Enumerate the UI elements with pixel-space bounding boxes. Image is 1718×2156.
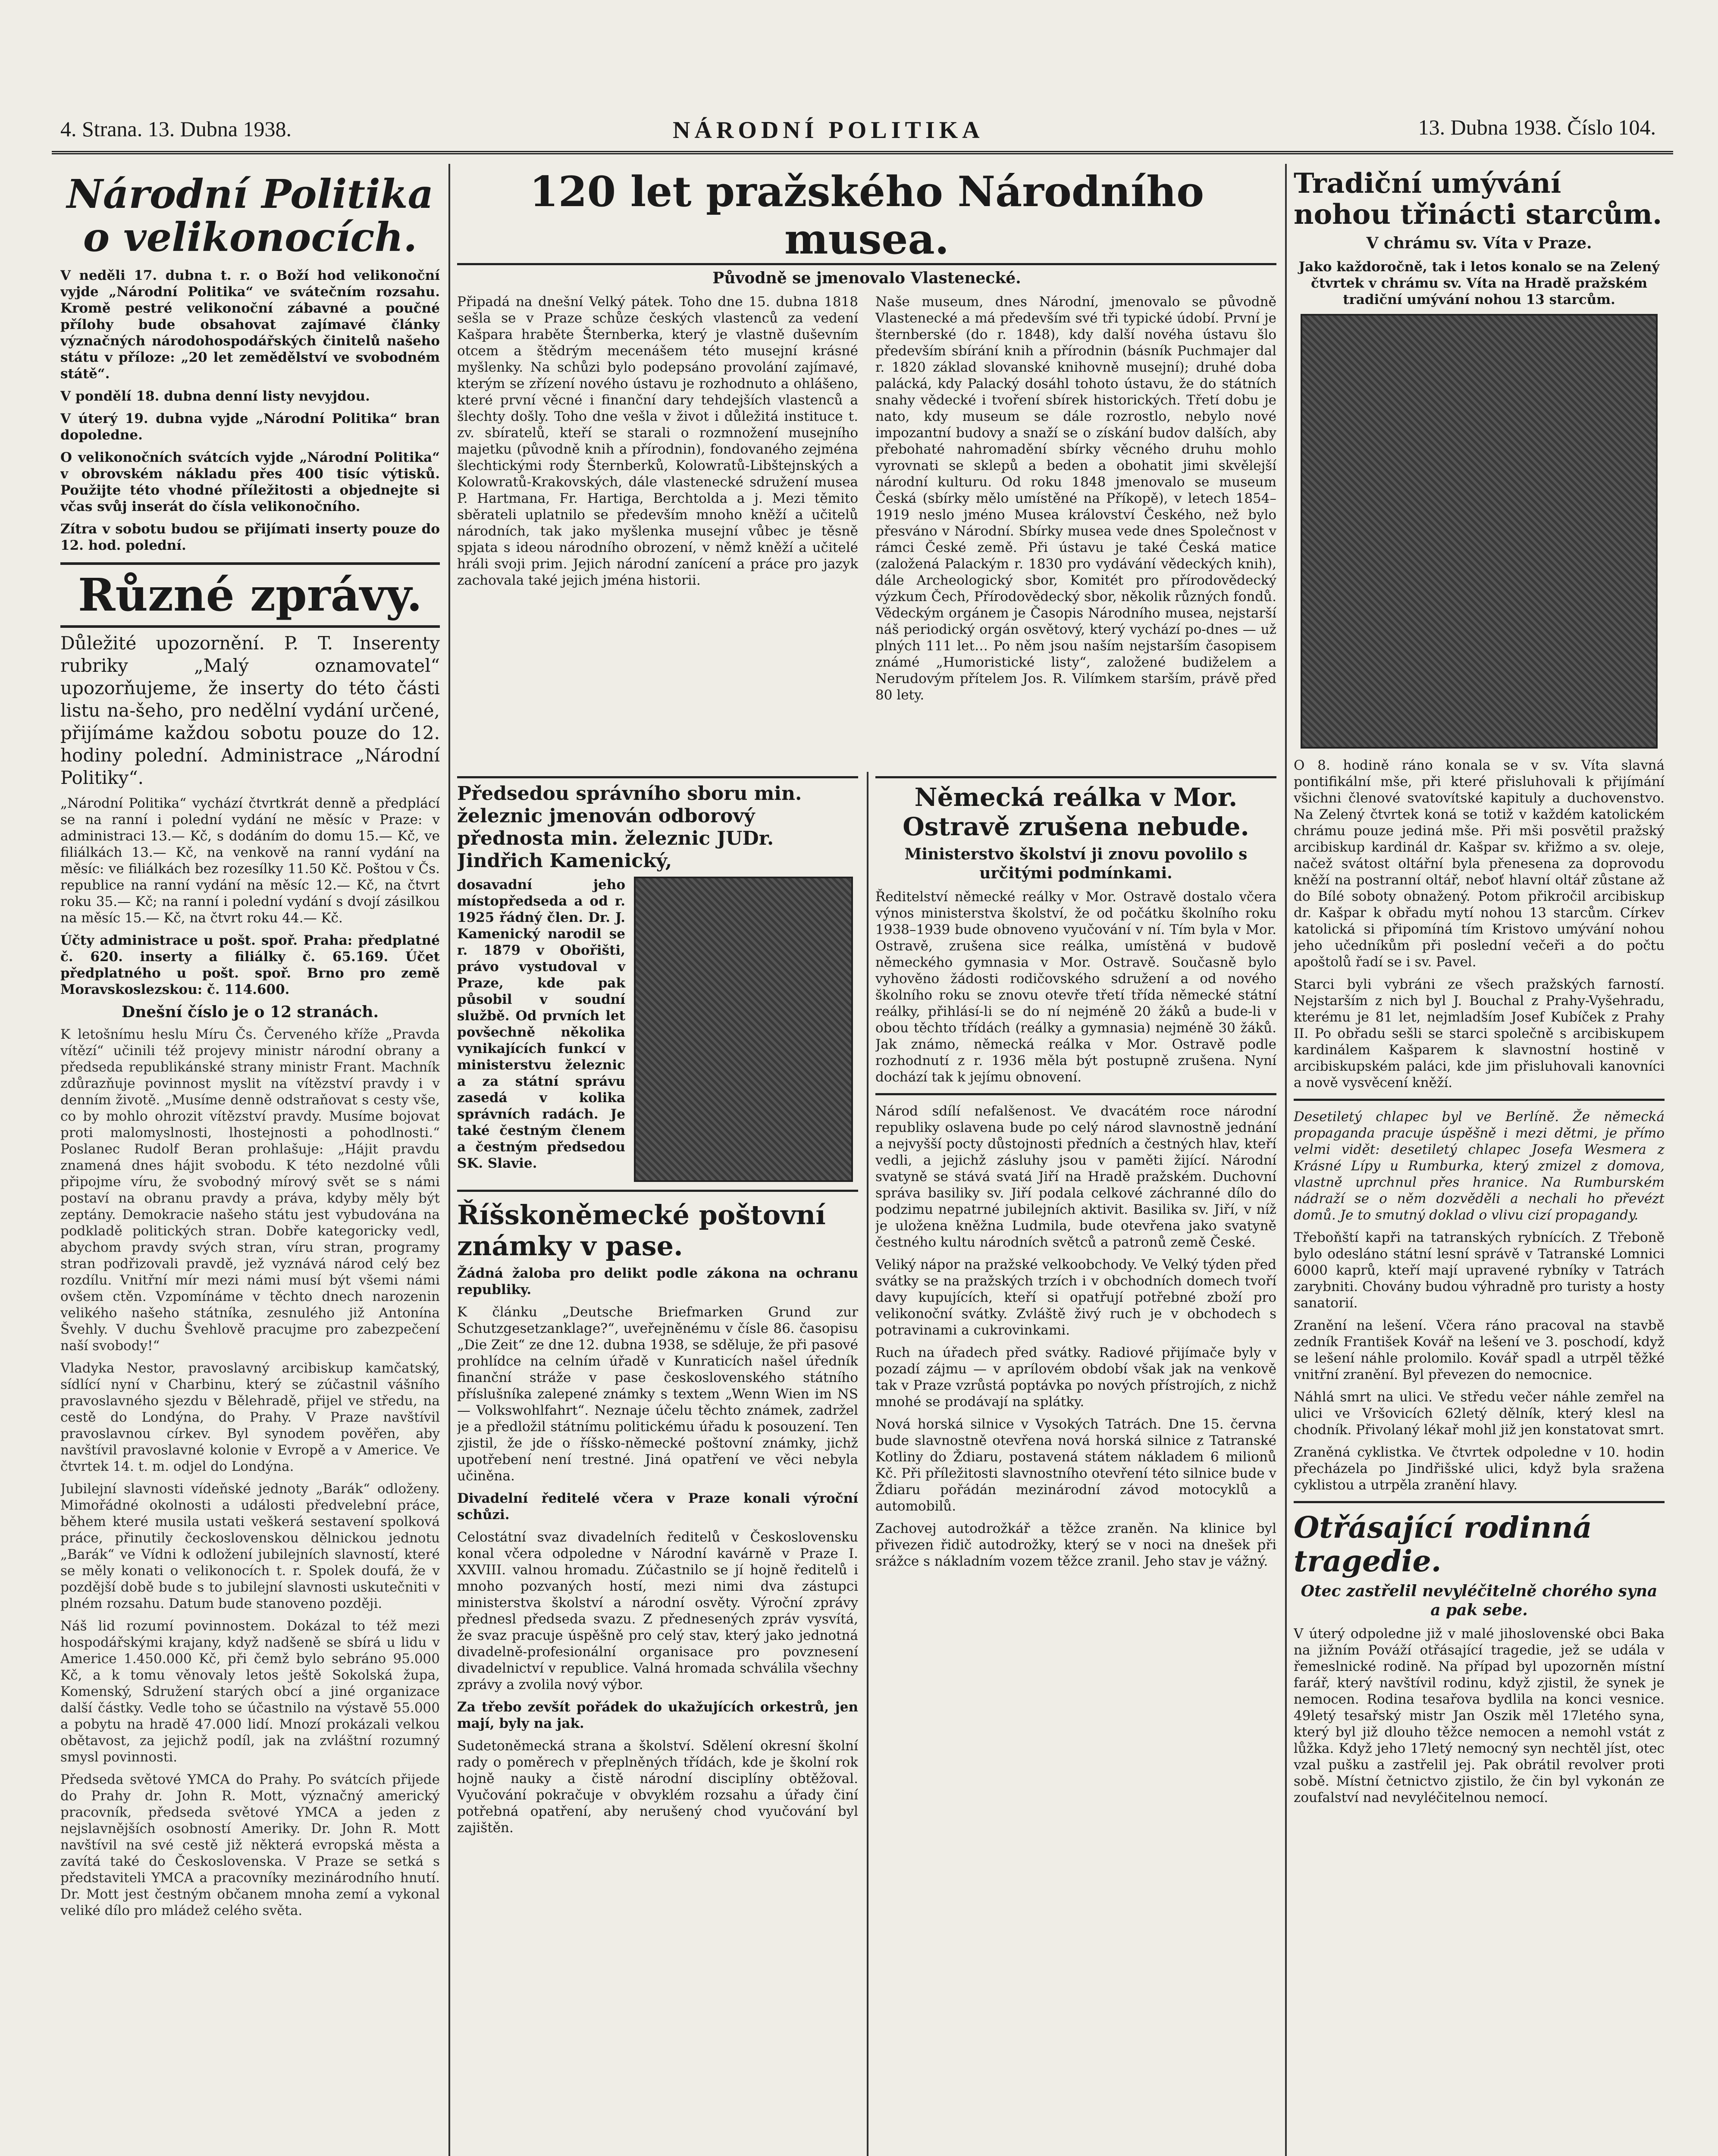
museum-headline: 120 let pražského Národního musea. [457, 168, 1276, 265]
ceremony-photo [1301, 314, 1658, 749]
news-item: Ruch na úřadech před svátky. Radiové přijímače byly v pozadí zájmu — v aprílovém období však jak na venkově tak v Praze vzrůstá poptávka po nových přístrojích, z nichž mnohé se prodávají na splátky. [875, 1345, 1276, 1410]
kamenicky-portrait [634, 877, 853, 1182]
news-item: Zraněná cyklistka. Ve čtvrtek odpoledne v 10. hodin přecházela po Jindřišské ulici, když byla sražena cyklistou a utrpěla zranění hlavy. [1294, 1445, 1665, 1493]
theatre-head: Divadelní ředitelé včera v Praze konali výroční schůzi. [457, 1491, 858, 1523]
column-3 [875, 772, 1276, 2156]
column-4 [1294, 164, 1665, 2156]
column-rule [1285, 164, 1287, 2156]
washing-text: O 8. hodině ráno konala se v sv. Víta slavná pontifikální mše, při které přisluhovali k přijímání všichni členové svatovítské kapituly a duchovenstvo. Na Zelený čtvrtek koná se totiž v každém katolickém chrámu pouze jediná mše. Při mši posvětil pražský arcibiskup kardinál dr. Kašpar sv. křižmo a sv. oleje, načež svátost oltářní byla přenesena za doprovodu kněží na postranní oltář, neboť hlavní oltář zůstane až do Bílé soboty obnažený. Potom přikročil arcibiskup dr. Kašpar k obřadu mytí nohou 13 starcům. Církev katolická si připomíná tím Kristovo umývání nohou jeho učedníkům při poslední večeři a do počtu apoštolů řadí se i sv. Pavel. [1294, 758, 1665, 970]
museum-subhead: Původně se jmenovalo Vlastenecké. [712, 269, 1021, 287]
washing-intro: Jako každoročně, tak i letos konalo se na Zelený čtvrtek v chrámu sv. Víta na Hradě pražském tradiční umývání nohou 13 starcům. [1298, 259, 1660, 307]
easter-note: Zítra v sobotu budou se přijímati inserty pouze do 12. hod. polední. [60, 521, 440, 553]
tragedy-headline: Otřásající rodinná tragedie. [1294, 1510, 1592, 1579]
postal-accounts: Účty administrace u pošt. spoř. Praha: předplatné č. 620. inserty a filiálky č. 65.169. Účet předplatného u pošt. spoř. Brno pro země Moravskoslezskou: č. 114.600. [60, 933, 440, 997]
divider [457, 1190, 858, 1192]
portrait-headline: Předsedou správního sboru min. železnic jmenován odborový přednosta min. železnic JUDr. Jindřich Kamenický, [457, 776, 858, 872]
divider [1294, 1099, 1665, 1101]
tragedy-text: V úterý odpoledne již v malé jihoslovenské obci Baka na jižním Pováží otřásající tragedie, jež se udála v řemeslnické rodině. Na případ byl upozorněn místní farář, který navštívil rodinu, když zjistil, že synek je nemocen. Rodina tesařova bydlila na konci vesnice. 49letý tesařský mistr Jan Oszik měl 17letého syna, který byl již dlouho těžce nemocen a nemohl vstát z lůžka. Když jeho 17letý nemocný syn nechtěl jíst, otec vzal pušku a zastřelil jej. Pak obrátil revolver proti sobě. Místní četnictvo zjistilo, že čin byl vykonán ze zoufalství nad nevyléčitelnou nemocí. [1294, 1626, 1665, 1805]
news-item: Veliký nápor na pražské velkoobchody. Ve Velký týden před svátky se na pražských trzích i v obchodních domech tvoří davy kupujících, kteří si opatřují potřebné zboží pro velikonoční svátky. Zvláště živý ruch je v obchodech s potravinami a cukrovinkami. [875, 1257, 1276, 1338]
school-text: Sudetoněmecká strana a školství. Sdělení okresní školní rady o poměrech v přeplněných třídách, kde je školní rok hojně nauky a čistě národní disciplíny obtěžoval. Vyučování pokračuje v obvyklém rozsahu a úřady činí potřebná opatření, aby nerušený chod vyučování byl zajištěn. [457, 1738, 858, 1836]
italic-note: Desetiletý chlapec byl ve Berlíně. Že německá propaganda pracuje úspěšně i mezi dětmi, je přímo velmi vidět: desetiletý chlapec Josefa Wesmera z Krásné Lípy u Rumburka, který zmizel z domova, vlastně uprchnul přes hranice. Na Rumburském nádraží se o něm dozvěděli a nechali ho převézt domů. Je to smutný doklad o vlivu cizí propagandy. [1294, 1109, 1665, 1223]
tragedy-subhead: Otec zastřelil nevyléčitelně chorého syna a pak sebe. [1301, 1582, 1658, 1619]
reform-subhead: Ministerstvo školství ji znovu povolilo s určitými podmínkami. [904, 845, 1248, 882]
column-rule [448, 164, 450, 2156]
header-page-date: 4. Strana. 13. Dubna 1938. [60, 117, 292, 141]
stamps-text: K článku „Deutsche Briefmarken Grund zur Schutzgesetzanklage?“, uveřejněnému v čísle 86. časopisu „Die Zeit“ ze dne 12. dubna 1938, se sděluje, že při pasové prohlídce na celním úřadě v Kunraticích našel úředník finanční stráže v pase československého státního příslušníka zalepené známky s textem „Wenn Wien im NS — Volkswohlfahrt“. Neznaje účelu těchto známek, zadržel je a předložil státnímu politickému úřadu k posouzení. Ten zjistil, že jde o říšsko-německé poštovní známky, jichž upotřebení není trestné. Jiná opatření ve věci nebyla učiněna. [457, 1304, 858, 1484]
easter-note: V neděli 17. dubna t. r. o Boží hod velikonoční vyjde „Národní Politika“ ve svátečním rozsahu. Kromě pestré velikonoční zábavné a poučné přílohy bude obsahovat zajímavé články význačných národohospodářských činitelů našeho státu v příloze: „20 let zemědělství ve svobodném státě“. [60, 268, 440, 382]
news-item: Předseda světové YMCA do Prahy. Po svátcích přijede do Prahy dr. John R. Mott, význačný americký pracovník, předseda světové YMCA a jeden z nejslavnějších osobností Ameriky. Dr. John R. Mott navštívil na své cestě již některá evropská města a zavítá také do Československa. V Praze se setká s představiteli YMCA a pracovníky mezinárodního hnutí. Dr. Mott jest čestným občanem mnoha zemí a vykonal veliké dílo pro mládež celého světa. [60, 1772, 440, 1918]
stamps-headline: Říšskoněmecké poštovní známky v pase. [457, 1199, 826, 1262]
easter-masthead: Národní Politika o velikonocích. [66, 171, 434, 260]
column-rule [867, 772, 868, 2156]
divider [1294, 1501, 1665, 1503]
reform-headline: Německá reálka v Mor. Ostravě zrušena nebude. [875, 776, 1276, 841]
news-item: Zranění na lešení. Včera ráno pracoval na stavbě zedník František Kovář na lešení ve 3. poschodí, když se lešení náhle prolomilo. Kovář spadl a utrpěl těžké vnitřní zranění. Byl převezen do nemocnice. [1294, 1318, 1665, 1382]
news-item: Národ sdílí nefalšenost. Ve dvacátém roce národní republiky oslavena bude po celý národ slavnostně jednání a nejvyšší pocty důstojnosti předních a čestných hlav, kteří vedli, a jejichž zásluhy jsou v paměti žijící. Národní svatyně se stává svatá Jiří na Hradě pražském. Duchovní správa basiliky sv. Jiří podala celkové záchranné dílo do podzimu nepatrné jubilejních aktivit. Basilika sv. Jiří, v níž je uložena kněžna Ludmila, bude otevřena jako svatyně čestného kultu národních světců a patronů země České. [875, 1103, 1276, 1250]
news-item: Třeboňští kapři na tatranských rybnících. Z Třeboně bylo odesláno státní lesní správě v Tatranské Lomnici 6000 kaprů, kteří mají upravené rybníky v Tatrách zarybniti. Chovány budou výhradně pro turisty a hosty sanatorií. [1294, 1230, 1665, 1311]
easter-note: V pondělí 18. dubna denní listy nevyjdou. [60, 389, 370, 404]
column-1 [60, 164, 440, 2156]
news-item: Zachovej autodrožkář a těžce zraněn. Na klinice byl přivezen řidič autodrožky, který se v noci na dnešek při srážce s nákladním vozem těžce zranil. Jeho stav je vážný. [875, 1521, 1276, 1569]
news-item: Jubilejní slavnosti vídeňské jednoty „Barák“ odloženy. Mimořádné okolnosti a události předvelební práce, během které musila ustati veškerá sestavení spolková práce, přinutily čeckoslovenskou dělnickou jednotu „Barák“ ve Vídni k odložení jubilejních slavností, které se měly konati o velikonocích t. r. Spolek doufá, že v pozdější době bude s to jubilejní slavnosti uskutečniti v plném rozsahu. Datum bude stanoveno později. [60, 1481, 440, 1611]
news-item: Nová horská silnice v Vysokých Tatrách. Dne 15. června bude slavnostně otevřena nová horská silnice z Tatranské Kotliny do Ždiaru, postavená státem nákladem 6 milionů Kč. Při příležitosti slavnostního otevření této silnice bude v Ždiaru pořádán mezinárodní závod motocyklů a automobilů. [875, 1416, 1276, 1514]
newspaper-page [52, 99, 1690, 2156]
school-head: Za třebo zevšít pořádek do ukažujících orkestrů, jen mají, byly na jak. [457, 1699, 858, 1731]
news-item: Náhlá smrt na ulici. Ve středu večer náhle zemřel na ulici ve Vršovicích 62letý dělník, který klesl na chodník. Přivolaný lékař mohl již jen konstatovat smrt. [1294, 1389, 1665, 1438]
news-item: Náš lid rozumí povinnostem. Dokázal to též mezi hospodářskými krajany, když nadšeně se sbírá u lidu v Americe 1.450.000 Kč, při čemž bylo sebráno 95.000 Kč, a k tomu věnovaly letos ještě Sokolská župa, Komenský, Sdružení starých obcí a jiné organizace další částky. Vedle toho se účastnilo na výstavě 55.000 a pobytu na hradě 47.000 lidí. Mnozí prokázali velkou obětavost, za jejichž podíl, jak na zvláštní rozumný smysl povinnosti. [60, 1618, 440, 1765]
header-masthead: NÁRODNÍ POLITIKA [673, 117, 984, 144]
section-title: Různé zprávy. [60, 562, 440, 628]
washing-text: Starci byli vybráni ze všech pražských farností. Nejstarším z nich byl J. Bouchal z Prahy-Vyšehradu, kterému je 81 let, nejmladším Josef Kubíček z Prahy II. Po obřadu sešli se starci společně s arcibiskupem kardinálem Kašparem k slavnostní hostině v arcibiskupském paláci, kde jim přisluhovali kanovníci a nově vysvěcení kněží. [1294, 977, 1665, 1091]
column-2 [457, 772, 858, 2156]
easter-note: V úterý 19. dubna vyjde „Národní Politika“ bran dopoledne. [60, 411, 440, 443]
today-pages: Dnešní číslo je o 12 stranách. [122, 1003, 379, 1021]
stamps-subhead: Žádná žaloba pro delikt podle zákona na ochranu republiky. [457, 1266, 858, 1297]
washing-headline: Tradiční umývání nohou třinácti starcům. [1294, 167, 1662, 231]
easter-note: O velikonočních svátcích vyjde „Národní Politika“ v obrovském nákladu přes 400 tisíc výtisků. Použijte této vhodné příležitosti a objednejte si včas svůj inserát do čísla velikonočního. [60, 450, 440, 514]
divider [875, 1093, 1276, 1095]
important-notice: Důležité upozornění. P. T. Inserenty rubriky „Malý oznamovatel“ upozorňujeme, že inserty do této části listu na-šeho, pro nedělní vydání určené, přijímáme každou sobotu pouze do 12. hodiny polední. Administrace „Národní Politiky“. [60, 633, 440, 788]
news-item: Vladyka Nestor, pravoslavný arcibiskup kamčatský, sídlící nyní v Charbinu, který se zúčastnil vášního pravoslavného sjezdu v Bělehradě, přijel ve středu, na cestě do Londýna, do Prahy. V Praze navštívil pravoslavnou církev. Byl synodem pověřen, aby navštívil pravoslavné kolonie v Evropě a v Americe. Ve čtvrtek 14. t. m. odjel do Londýna. [60, 1360, 440, 1474]
header-issue: 13. Dubna 1938. Číslo 104. [1418, 115, 1656, 139]
museum-text: Připadá na dnešní Velký pátek. Toho dne 15. dubna 1818 sešla se v Praze schůze českých vlastenců za vedení Kašpara hraběte Šternberka, který je vlastně duševním otcem a štědrým mecenášem této musejní krásné myšlenky. Na schůzi bylo podepsáno provolání zajímavé, kterým se zřízení nového ústavu je rozhodnuto a ohlášeno, které první věcné i finanční dary tehdejších vlastenců a šlechty došly. Toho dne vešla v život i důležitá instituce t. zv. sbíratelů, kteří se starali o rozmnožení musejního majetku (původně knih a přírodnin), fondovaného zejména šlechtickými rody Šternberků, Kolowratů-Libštejnských a Kolowratů-Krakovských, dále vlastenecké sdružení musea P. Hartmana, Fr. Hartiga, Berchtolda a j. Mezi těmito sběrateli uplatnilo se především mnoho kněží a učitelů národních, tak jako myšlenka musejní vůbec je těsně spjata s ideou národního obrození, v němž kněží a učitelé hráli svoji prim. Jejich národní zanícení a práce pro jazyk zachovala také jejich jména historii. [457, 294, 858, 588]
subscription-prices: „Národní Politika“ vychází čtvrtkrát denně a předplácí se na ranní i polední vydání ne měsíc v Praze: v administraci 13.— Kč, s dodáním do domu 15.— Kč, ve filiálkách 13.— Kč, na venkově na ranní vydání na měsíc: ve filiálkách bez rozesílky 11.50 Kč. Poštou v Čs. republice na ranní vydání na měsíc 12.— Kč, na čtvrt roku 35.— Kč; na ranní i polední vydání s dvojí zásilkou na měsíc 15.— Kč, na čtvrt roku 44.— Kč. [60, 796, 440, 926]
washing-subhead: V chrámu sv. Víta v Praze. [1366, 234, 1592, 252]
museum-text: Naše museum, dnes Národní, jmenovalo se původně Vlastenecké a má především své tři typické údobí. První je šternberské (do r. 1848), kdy další novéha ústavu šlo především sbírání knih a přírodnin (básník Puchmajer dal r. 1820 základ slovanské knihovně musejní); druhé doba palácká, kdy Palacký dosáhl tohoto ústavu, že do státních snahy vědecké i tvoření sbírek historických. Třetí dobu je nato, kdy museum se dále rozrostlo, nebylo nové impozantní budovy a snaží se o získání budov dalších, aby přebohaté nahromadění sbírky věcného druhu mohlo vyrovnati se sklepů a beden a obohatit jimi skvělejší národní kulturu. Od roku 1848 jmenovalo se museum Česká (sbírky mělo umístěné na Příkopě), v letech 1854–1919 neslo jméno Musea království Českého, než bylo přesváno v Národní. Sbírky musea vede dnes Společnost v rámci České země. Při ústavu je také Česká matice (založená Palackým r. 1830 pro vydávání vědeckých knih), dále Archeologický sbor, Komitét pro přírodovědecký výzkum Čech, Přírodovědecký sbor, několik různých fondů. Vědeckým orgánem je Časopis Národního musea, nejstarší náš periodický orgán osvětový, který vychází po-dnes — už plných 111 let… Po něm jsou naším nejstarším časopisem známé „Humoristické listy“, založené budiželem a Nerudovým přítelem Jos. R. Vilímkem starším, právě před 80 lety. [875, 294, 1276, 703]
theatre-text: Celostátní svaz divadelních ředitelů v Československu konal včera odpoledne v Národní kavárně v Praze I. XXVIII. valnou hromadu. Zúčastnilo se jí hojně ředitelů i mnoho pozvaných hostí, mezi nimi dva zástupci ministerstva školství a národní osvěty. Výroční zprávy přednesl předseda svazu. Z přednesených zpráv vysvítá, že svaz pracuje úspěšně pro celý stav, který jako jednotná divadelně-profesionální organisace pro povznesení divadelnictví v republice. Valná hromada schválila všechny zprávy a zvolila nový výbor. [457, 1529, 858, 1692]
news-item: K letošnímu heslu Míru Čs. Červeného kříže „Pravda vítězí“ učinili též projevy ministr národní obrany a předseda republikánské strany ministr Frant. Machník zdůrazňuje povinnost myslit na vítězství pravdy i v denním životě. „Musíme denně odstraňovat s cesty vše, co by mohlo ohrozit vítězství pravdy. Musíme bojovat proti malomyslnosti, lhostejnosti a pohodlnosti.“ Poslanec Rudolf Beran prohlašuje: „Hájit pravdu znamená dnes hájit svobodu. K této nezdolné vůli připojme víru, že svobodný mírový svět se s námi postaví na obranu pravdy a práva, kdyby měly být zeptány. Demokracie našeho státu jest vybudována na podkladě politických stran. Dobře kategoricky vedl, abychom pravdy svých stran, víru stran, programy stran podřizovali pravdě, jež vyznává národ celý bez rozdílu. Vnitřní mír mezi námi musí být všemi námi ovšem ctěn. Vzpomínáme v těchto dnech narozenin velikého našeho státníka, zesnulého již Antonína Švehly. V duchu Švehlově pracujme pro zabezpečení naší svobody!“ [60, 1027, 440, 1354]
reform-text: Ředitelství německé reálky v Mor. Ostravě dostalo včera výnos ministerstva školství, že od počátku školního roku 1938–1939 bude obnoveno vyučování v ní. Tím byla v Mor. Ostravě, zrušena sice reálka, umístěná v budově německého gymnasia v Mor. Ostravě. Současně bylo vyhověno žádosti rodičovského sdružení a od nového školního roku se znovu otevře třetí třída německé státní reálky, přihlásí-li se do ní nejméně 20 žáků a bude-li v obou těchto třídách (reálky a gymnasia) nejméně 30 žáků. Jak známo, německá reálka v Mor. Ostravě podle rozhodnutí z r. 1936 měla být postupně zrušena. Nyní dochází tak k jejímu obnovení. [875, 889, 1276, 1085]
page-header [52, 99, 1673, 154]
museum-article [457, 164, 1276, 733]
portrait-caption: dosavadní jeho místopředseda a od r. 1925 řádný člen. Dr. J. Kamenický narodil se r. 1879 v Obořišti, právo vystudoval v Praze, kde pak působil v soudní službě. Od prvních let povšechně několika vynikajících funkcí v ministerstvu železnic a za státní správu zasedá v kolika správních radách. Je také čestným členem a čestným předsedou SK. Slavie. [457, 877, 625, 1171]
